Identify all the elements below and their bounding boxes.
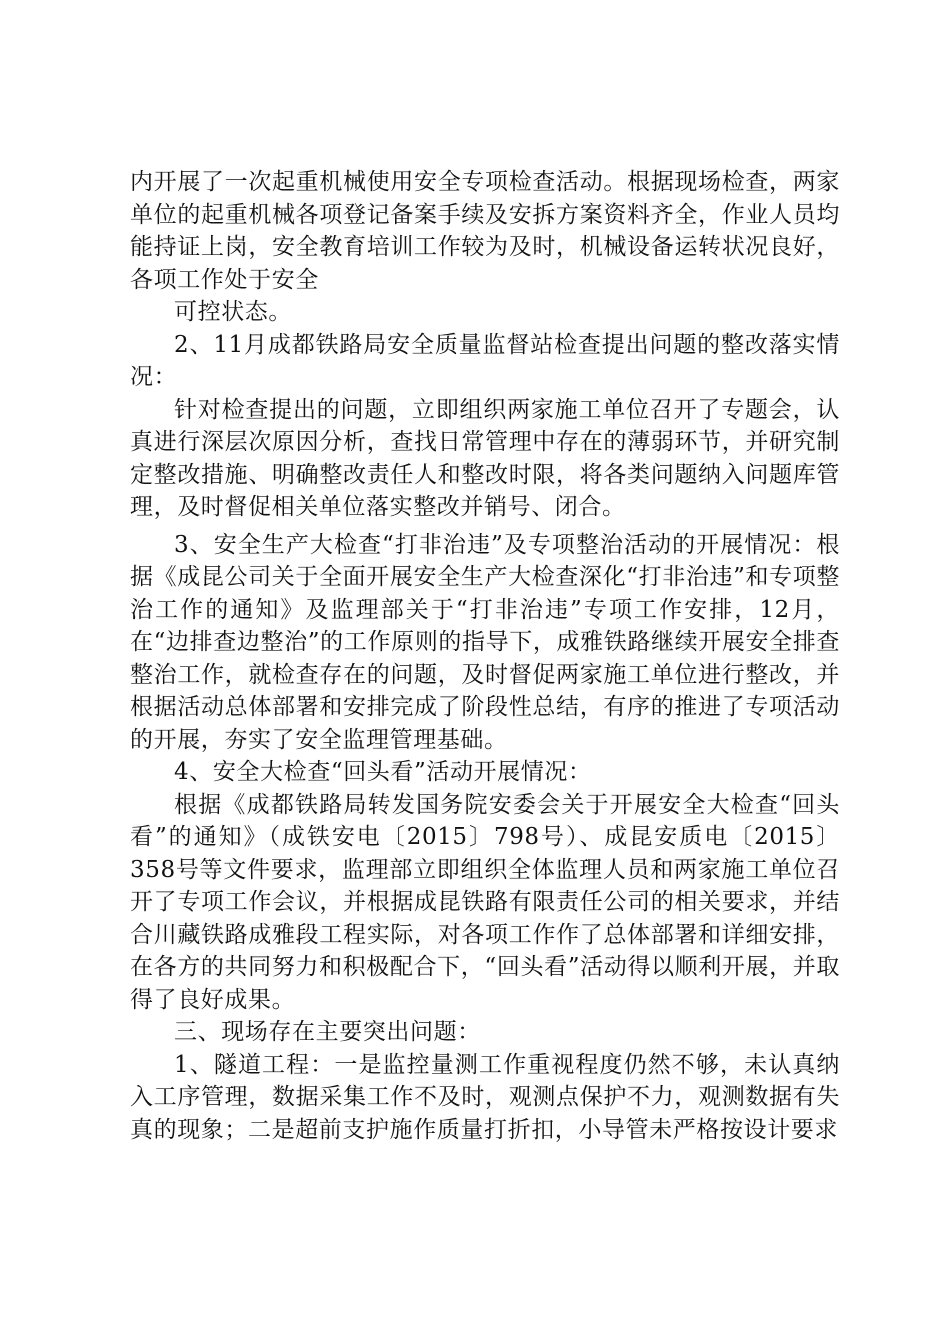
paragraph-4: 针对检查提出的问题，立即组织两家施工单位召开了专题会，认真进行深层次原因分析，查找日常管理中存在的薄弱环节，并研究制定整改措施、明确整改责任人和整改时限，将各类问题纳入问题库管理，及时督促相关单位落实整改并销号、闭合。 <box>130 396 840 520</box>
paragraph-8: 三、现场存在主要突出问题： <box>174 1019 481 1045</box>
document-body <box>130 166 840 1146</box>
paragraph-5: 3、安全生产大检查“打非治违”及专项整治活动的开展情况：根据《成昆公司关于全面开展安全生产大检查深化“打非治违”和专项整治工作的通知》及监理部关于“打非治违”专项工作安排，12月，在“边排查边整治”的工作原则的指导下，成雅铁路继续开展安全排查整治工作，就检查存在的问题，及时督促两家施工单位进行整改，并根据活动总体部署和安排完成了阶段性总结，有序的推进了专项活动的开展，夯实了安全监理管理基础。 <box>130 531 840 753</box>
paragraph-3: 2、11月成都铁路局安全质量监督站检查提出问题的整改落实情况： <box>130 331 840 390</box>
paragraph-6: 4、安全大检查“回头看”活动开展情况： <box>174 759 592 785</box>
paragraph-2: 可控状态。 <box>174 299 292 325</box>
paragraph-9: 1、隧道工程：一是监控量测工作重视程度仍然不够，未认真纳入工序管理，数据采集工作不及时，观测点保护不力，观测数据有失真的现象；二是超前支护施作质量打折扣，小导管未严格按设计要求 <box>130 1051 840 1143</box>
paragraph-7: 根据《成都铁路局转发国务院安委会关于开展安全大检查“回头看”的通知》（成铁安电〔2015〕798号）、成昆安质电〔2015〕358号等文件要求，监理部立即组织全体监理人员和两家施工单位召开了专项工作会议，并根据成昆铁路有限责任公司的相关要求，并结合川藏铁路成雅段工程实际，对各项工作作了总体部署和详细安排，在各方的共同努力和积极配合下，“回头看”活动得以顺利开展，并取得了良好成果。 <box>130 791 840 1013</box>
paragraph-1: 内开展了一次起重机械使用安全专项检查活动。根据现场检查，两家单位的起重机械各项登记备案手续及安拆方案资料齐全，作业人员均能持证上岗，安全教育培训工作较为及时，机械设备运转状况良好，各项工作处于安全 <box>130 169 840 293</box>
